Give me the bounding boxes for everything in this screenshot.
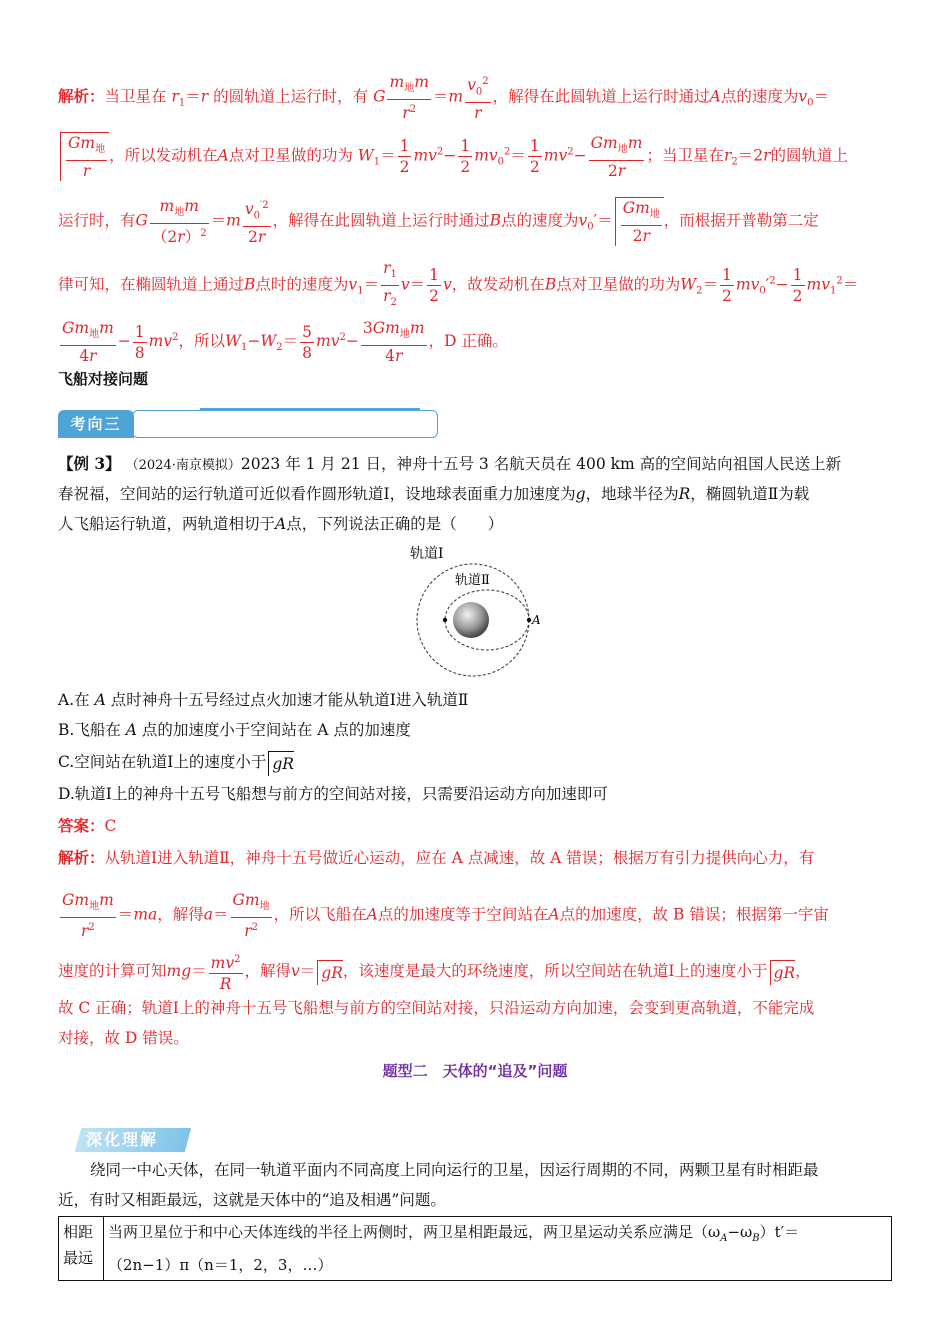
analysis1-line3: 运行时，有G $\frac{m_地m}{(2r)^2}$ ＝m $\frac{v_0^{'2}}{2r}$ ，解得在此圆轨道上运行时通过B点的速度为$v_0'=$ $\frac{Gm_地}{2r}$ ，而根据开普勒第二定: [58, 197, 819, 247]
point-a-dot: [527, 618, 531, 622]
orbit-figure: [395, 540, 555, 680]
earth: [453, 602, 489, 638]
table-content-cell: 当两卫星位于和中心天体连线的半径上两侧时，两卫星相距最远，两卫星运动关系应满足$(\omega_A-\omega_B)t'=$ （2n−1）π（n＝1，2，3，…）: [104, 1217, 892, 1281]
analysis2-line5: 对接，故 D 错误。: [58, 1029, 189, 1047]
analysis2-line1: 解析：从轨道Ⅰ进入轨道Ⅱ，神舟十五号做近心运动，应在 A 点减速，故 A 错误；根据万有引力提供向心力，有: [58, 848, 815, 867]
deep-paragraph-line1: 绕同一中心天体，在同一轨道平面内不同高度上同向运行的卫星，因运行周期的不同，两颗卫星有时相距最: [90, 1161, 819, 1179]
tab-frame: [132, 410, 438, 438]
analysis-label: 解析：: [58, 86, 105, 106]
option-c[interactable]: C.空间站在轨道Ⅰ上的速度小于 gR: [58, 750, 890, 776]
example-line3: 人飞船运行轨道，两轨道相切于A点，下列说法正确的是（ ）: [58, 515, 504, 533]
point-b-dot: [443, 618, 447, 622]
example-label: 【例 3】: [58, 454, 121, 473]
table-row: [59, 1217, 892, 1281]
option-d[interactable]: D.轨道Ⅰ上的神舟十五号飞船想与前方的空间站对接，只需要沿运动方向加速即可: [58, 785, 608, 803]
tab-arrow-line: [200, 408, 420, 410]
analysis1-line4: 律可知，在椭圆轨道上通过B点时的速度为$v_1=$ $\frac{r_1}{r_2}$ v＝ $\frac{1}{2}$ v，故发动机在B点对卫星做的功为$W_2=$ $\frac{1}{2}$ $mv_0'^2-$ $\frac{1}{2}$ $mv_1^2=$: [58, 259, 859, 309]
type-title: 题型二 天体的“追及”问题: [382, 1062, 568, 1080]
orbit-1-label: 轨道Ⅰ: [410, 546, 444, 562]
analysis1-line1: 解析：当卫星在 $r_1=r$ 的圆轨道上运行时，有 G $\frac{m_地m}{r^2}$ ＝m $\frac{v_0^2}{r}$ ，解得在此圆轨道上运行时通过A点的速度为$v_0=$: [58, 73, 830, 123]
example-line1: 【例 3】 （2024·南京模拟）2023 年 1 月 21 日，神舟十五号 3 名航天员在 400 km 高的空间站向祖国人民送上新: [58, 454, 842, 473]
answer: 答案：C: [58, 816, 117, 835]
example-line2: 春祝福，空间站的运行轨道可近似看作圆形轨道Ⅰ，设地球表面重力加速度为g，地球半径为R，椭圆轨道Ⅱ为载: [58, 485, 810, 503]
chase-table: [58, 1216, 892, 1281]
point-a-label: A: [532, 613, 541, 627]
deep-badge-label: 深化理解: [86, 1130, 159, 1149]
example-source: （2024·南京模拟）: [125, 458, 241, 473]
option-b[interactable]: B.飞船在 A 点的加速度小于空间站在 A 点的加速度: [58, 721, 411, 739]
section-title: 飞船对接问题: [58, 370, 149, 388]
deep-paragraph-line2: 近，有时又相距最远，这就是天体中的“追及相遇”问题。: [58, 1191, 446, 1209]
orbit-2-label: 轨道Ⅱ: [455, 573, 490, 588]
analysis2-line2: $\frac{Gm_地m}{r^2}$ ＝ma，解得a＝ $\frac{Gm_地}{r^2}$ ，所以飞船在A点的加速度等于空间站在A点的加速度，故 B 错误；根据第一宇宙: [62, 891, 829, 941]
option-a[interactable]: A.在 A 点时神舟十五号经过点火加速才能从轨道Ⅰ进入轨道Ⅱ: [58, 691, 469, 709]
answer-value: C: [104, 817, 117, 835]
analysis2-line3: 速度的计算可知mg＝ $\frac{mv^2}{R}$ ，解得v＝ gR，该速度是最大的环绕速度，所以空间站在轨道Ⅰ上的速度小于 gR，: [58, 950, 890, 994]
table-head-cell: 相距 最远: [59, 1217, 104, 1281]
analysis1-line5: $\frac{Gm_地m}{4r}$ − $\frac{1}{8}$ $mv^2$，所以$W_1-W_2=$ $\frac{5}{8}$ $mv^2-$ $\frac{3Gm_地m}{4r}$ ，D 正确。: [62, 319, 508, 366]
analysis2-line4: 故 C 正确；轨道Ⅰ上的神舟十五号飞船想与前方的空间站对接，只沿运动方向加速，会变到更高轨道，不能完成: [58, 999, 815, 1017]
tab-badge: 考向三: [58, 410, 134, 438]
analysis1-line2: $\frac{Gm_地}{r}$ ，所以发动机在A点对卫星做的功为 $W_1=$ $\frac{1}{2}$ $mv^2-$ $\frac{1}{2}$ $mv_0^2=$ $\frac{1}{2}$ $mv^2-$ $\frac{Gm_地m}{2r}$ ；当卫星在$r_2=2r$的圆轨道上: [58, 132, 890, 181]
